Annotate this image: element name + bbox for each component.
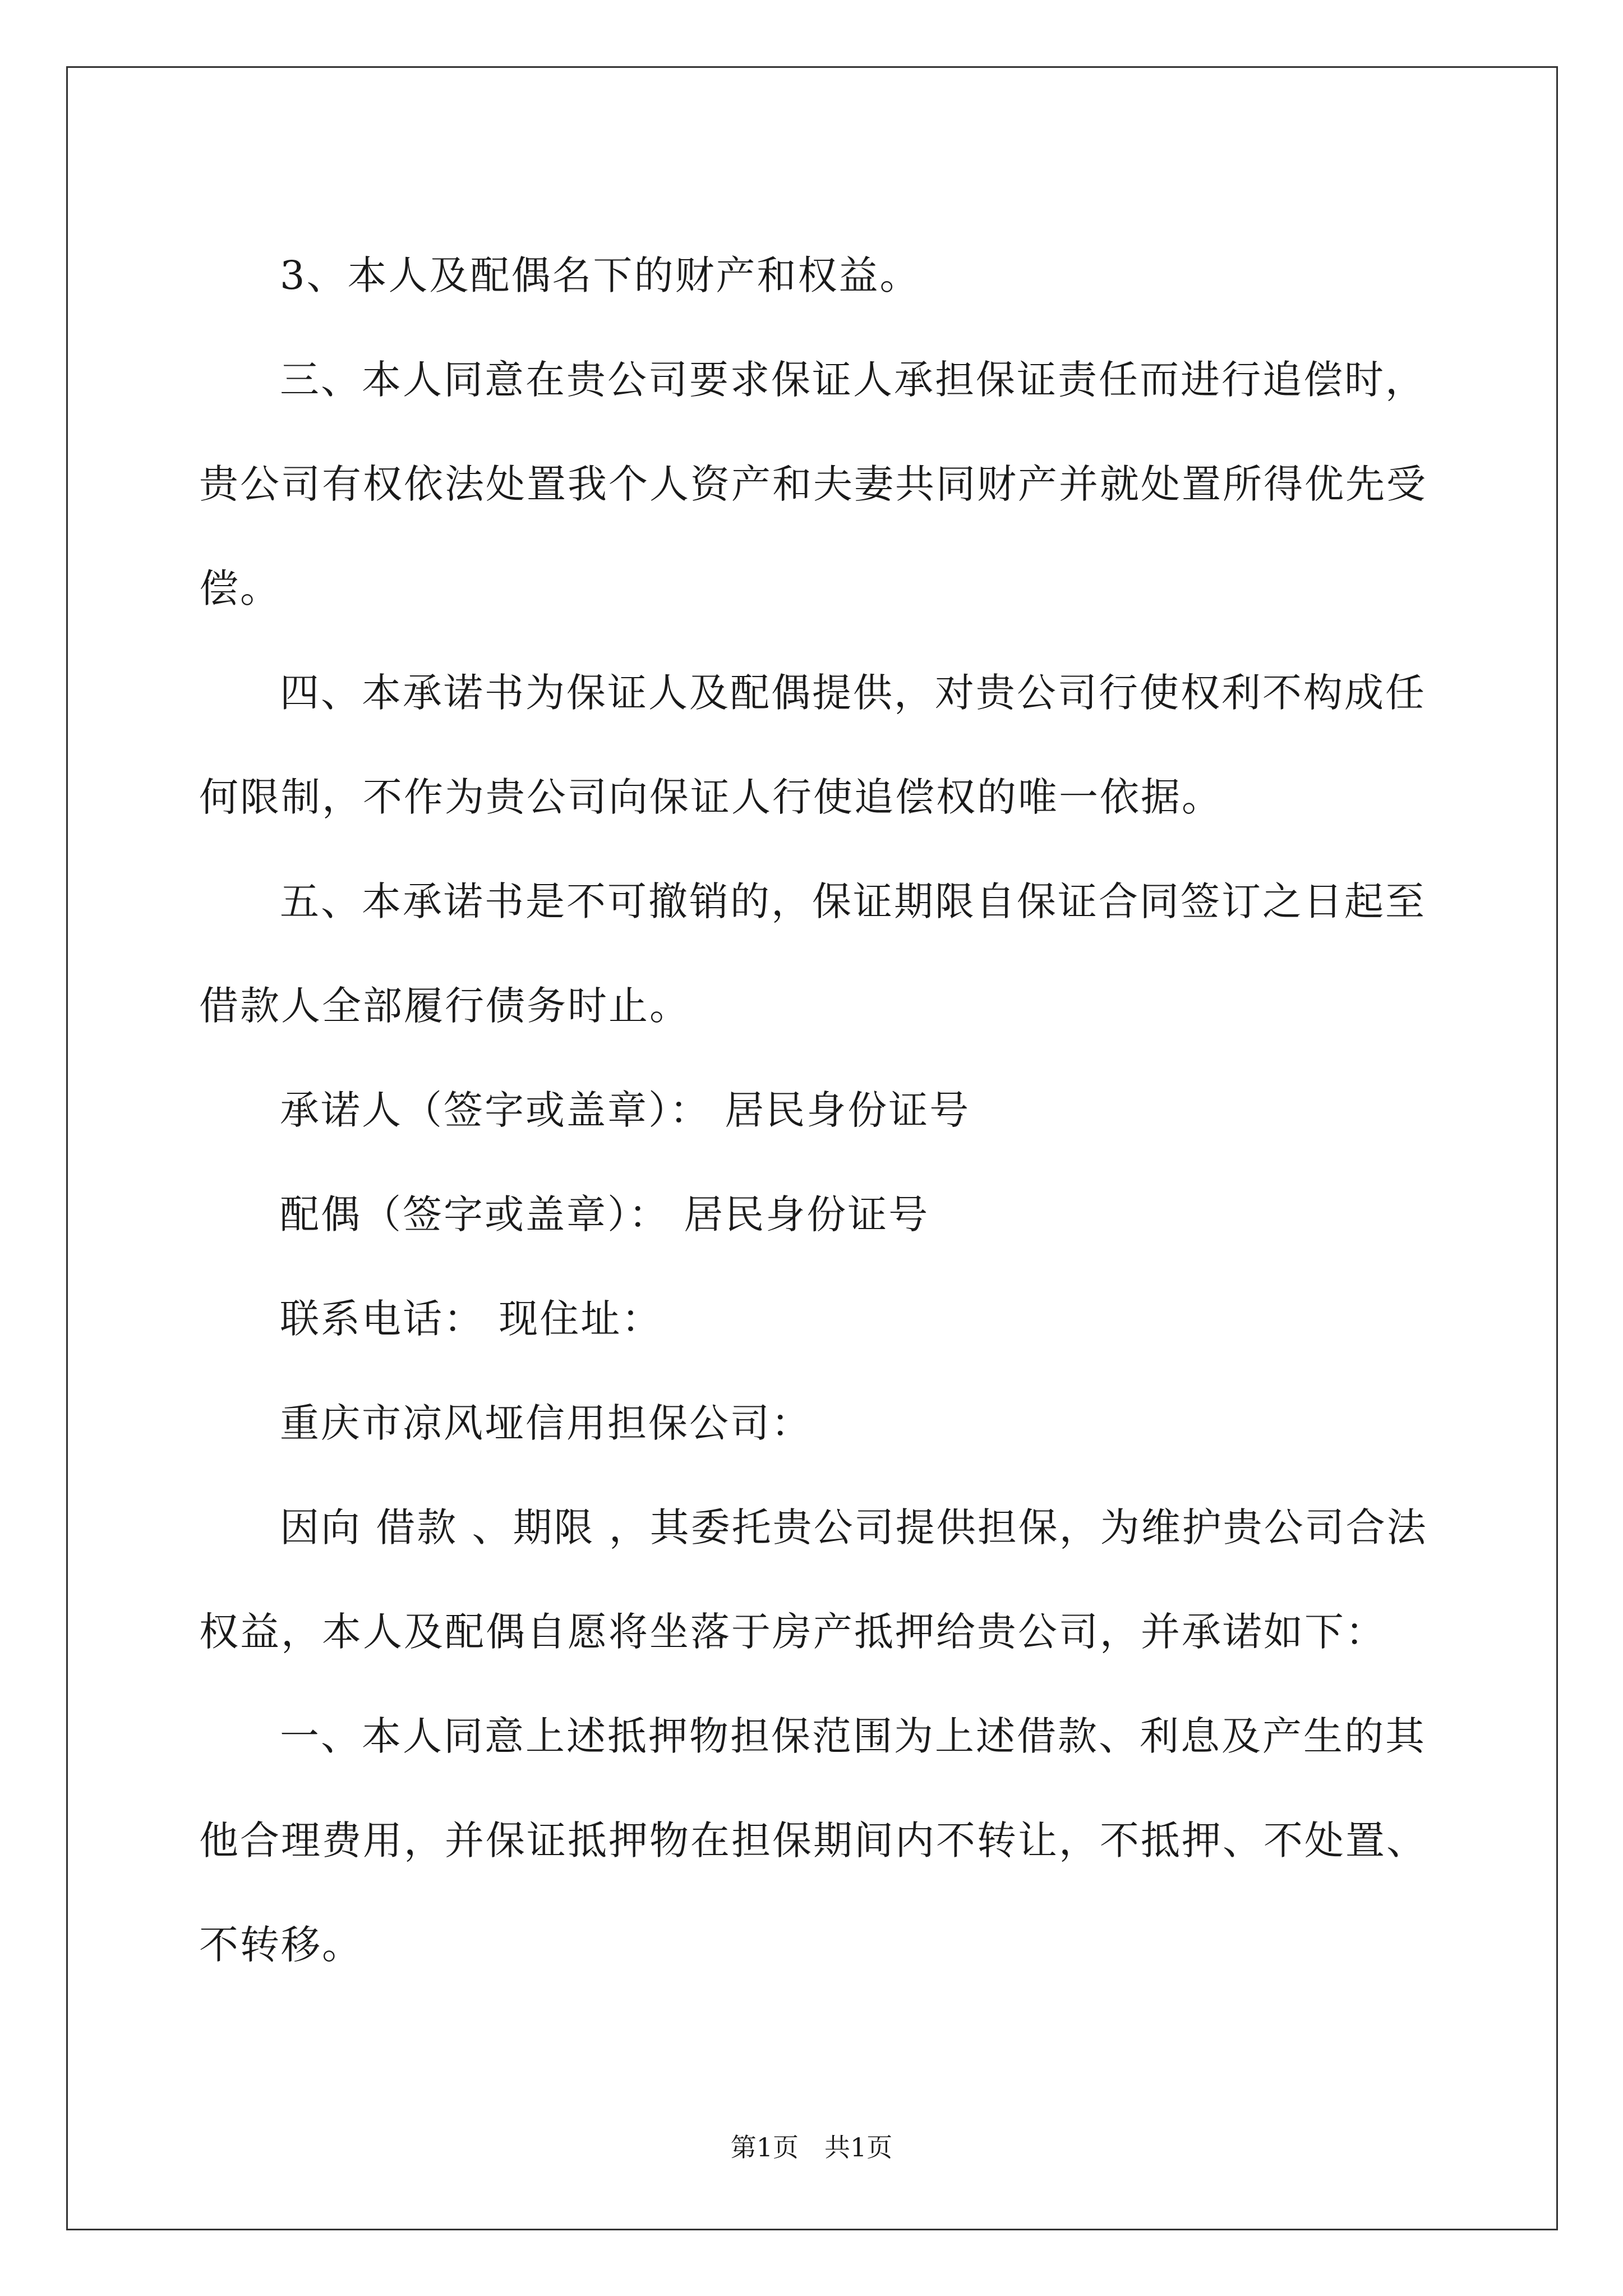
paragraph-property-rights: 3、本人及配偶名下的财产和权益。	[280, 252, 921, 298]
paragraph-clause-three: 三、本人同意在贵公司要求保证人承担保证责任而进行追偿时，贵公司有权依法处置我个人资产和夫妻共同财产并就处置所得优先受偿。	[199, 357, 1427, 611]
paragraph-clause-one: 一、本人同意上述抵押物担保范围为上述借款、利息及产生的其他合理费用，并保证抵押物在担保期间内不转让，不抵押、不处置、不转移。	[199, 1713, 1427, 1968]
addressee-line: 重庆市凉风垭信用担保公司：	[280, 1400, 812, 1446]
signature-line-promisor: 承诺人（签字或盖章）： 居民身份证号	[280, 1087, 971, 1133]
paragraph-clause-five: 五、本承诺书是不可撤销的，保证期限自保证合同签订之日起至借款人全部履行债务时止。	[199, 878, 1426, 1029]
signature-line-spouse: 配偶（签字或盖章）： 居民身份证号	[280, 1191, 930, 1237]
paragraph-clause-four: 四、本承诺书为保证人及配偶提供，对贵公司行使权利不构成任何限制，不作为贵公司向保证人行使追偿权的唯一依据。	[199, 670, 1426, 820]
document-body	[199, 223, 1433, 1997]
page-footer: 第1页 共1页	[730, 2132, 893, 2162]
contact-line: 联系电话： 现住址：	[280, 1296, 663, 1342]
paragraph-intro: 因向 借款 、期限 ，其委托贵公司提供担保，为维护贵公司合法权益，本人及配偶自愿将坐落于房产抵押给贵公司，并承诺如下：	[199, 1504, 1428, 1655]
